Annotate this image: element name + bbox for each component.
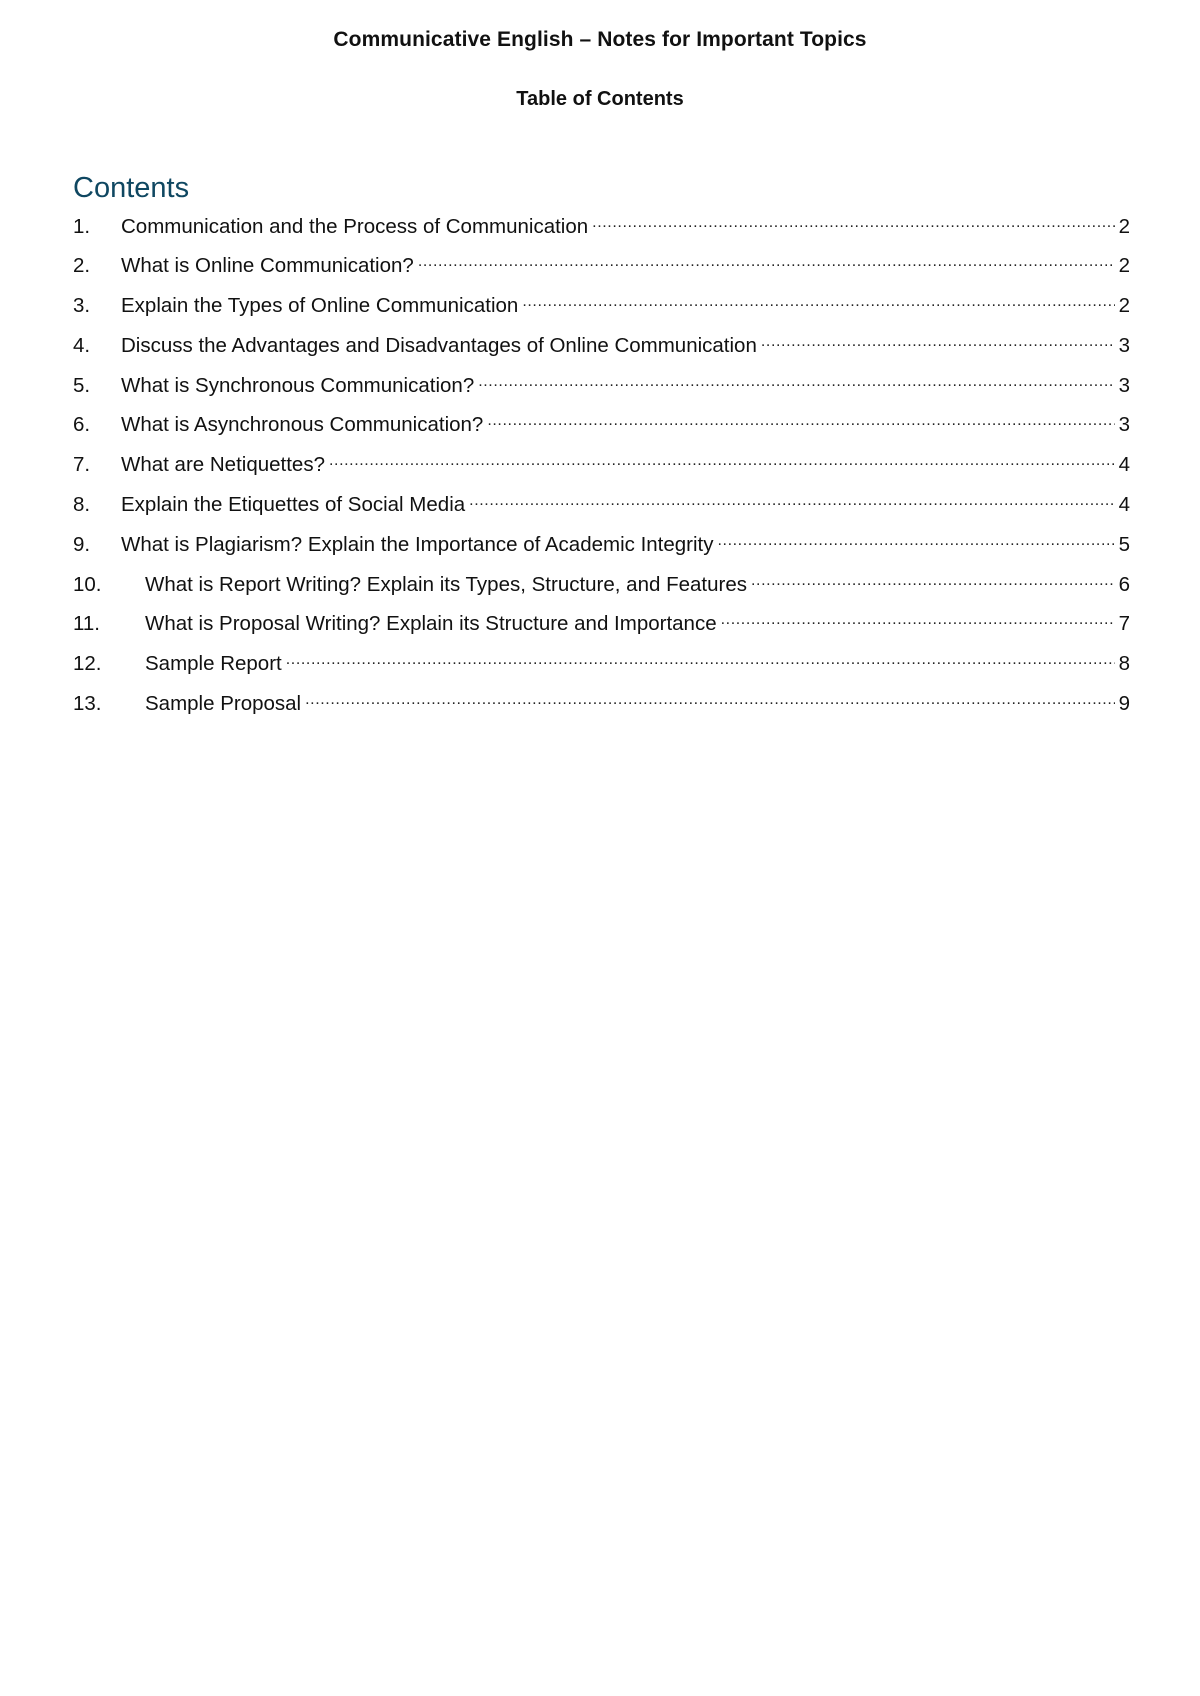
toc-dot-leader [487,411,1114,432]
toc-entry-number: 2. [73,254,91,278]
toc-entry-1[interactable] [73,212,1130,252]
toc-entry-11[interactable] [73,610,1130,650]
toc-entry-3[interactable] [73,292,1130,332]
toc-entry-number: 13. [73,692,102,716]
toc-dot-leader [305,690,1114,711]
toc-entry-title: Explain the Etiquettes of Social Media [121,493,466,517]
toc-entry-title: What is Plagiarism? Explain the Importance of Academic Integrity [121,532,714,556]
document-subtitle: Table of Contents [516,88,684,110]
toc-dot-leader [751,570,1115,591]
toc-entry-title: Explain the Types of Online Communication [121,294,519,318]
toc-dot-leader [469,491,1114,512]
toc-dot-leader [718,530,1115,551]
toc-entry-13[interactable] [73,690,1130,730]
toc-entry-7[interactable] [73,451,1130,491]
toc-dot-leader [418,252,1115,273]
toc-heading: Contents [73,172,190,204]
toc-entry-number: 11. [73,612,100,636]
toc-entry-title: What is Online Communication? [121,254,414,278]
document-title: Communicative English – Notes for Important Topics [333,28,867,51]
toc-entry-page: 8 [1118,652,1130,676]
toc-dot-leader [286,650,1115,671]
toc-entry-number: 6. [73,413,91,437]
toc-entry-title: What are Netiquettes? [121,453,325,477]
toc-entry-6[interactable] [73,411,1130,451]
toc-entry-8[interactable] [73,491,1130,531]
toc-dot-leader [522,292,1114,313]
toc-entry-number: 9. [73,532,91,556]
toc-entry-number: 1. [73,214,91,238]
toc-entry-page: 3 [1118,333,1130,357]
toc-entry-page: 4 [1118,453,1130,477]
toc-entry-4[interactable] [73,331,1130,371]
toc-entry-title: What is Synchronous Communication? [121,373,475,397]
toc-entry-title: Discuss the Advantages and Disadvantages of Online Communication [121,333,757,357]
toc-entry-12[interactable] [73,650,1130,690]
toc-entry-page: 9 [1118,692,1130,716]
toc-entry-title: What is Report Writing? Explain its Types, Structure, and Features [145,572,747,596]
toc-entry-page: 2 [1118,294,1130,318]
toc-dot-leader [721,610,1115,631]
toc-list [73,212,1130,729]
toc-entry-number: 8. [73,493,91,517]
toc-dot-leader [329,451,1115,472]
toc-entry-title: Communication and the Process of Communication [121,214,589,238]
toc-entry-10[interactable] [73,570,1130,610]
toc-entry-page: 4 [1118,493,1130,517]
toc-entry-page: 3 [1118,413,1130,437]
toc-entry-title: What is Proposal Writing? Explain its Structure and Importance [145,612,717,636]
toc-entry-page: 6 [1118,572,1130,596]
toc-entry-title: Sample Report [145,652,282,676]
toc-entry-9[interactable] [73,530,1130,570]
toc-entry-2[interactable] [73,252,1130,292]
toc-entry-title: Sample Proposal [145,692,302,716]
toc-dot-leader [592,212,1114,233]
toc-entry-number: 3. [73,294,91,318]
toc-entry-page: 2 [1118,254,1130,278]
toc-entry-number: 5. [73,373,91,397]
toc-entry-number: 4. [73,333,91,357]
toc-entry-number: 12. [73,652,102,676]
toc-entry-number: 7. [73,453,91,477]
toc-entry-page: 5 [1118,532,1130,556]
toc-entry-title: What is Asynchronous Communication? [121,413,484,437]
toc-entry-page: 7 [1118,612,1130,636]
toc-entry-page: 2 [1118,214,1130,238]
toc-entry-5[interactable] [73,371,1130,411]
toc-dot-leader [478,371,1114,392]
toc-entry-number: 10. [73,572,102,596]
toc-entry-page: 3 [1118,373,1130,397]
toc-dot-leader [761,331,1115,352]
